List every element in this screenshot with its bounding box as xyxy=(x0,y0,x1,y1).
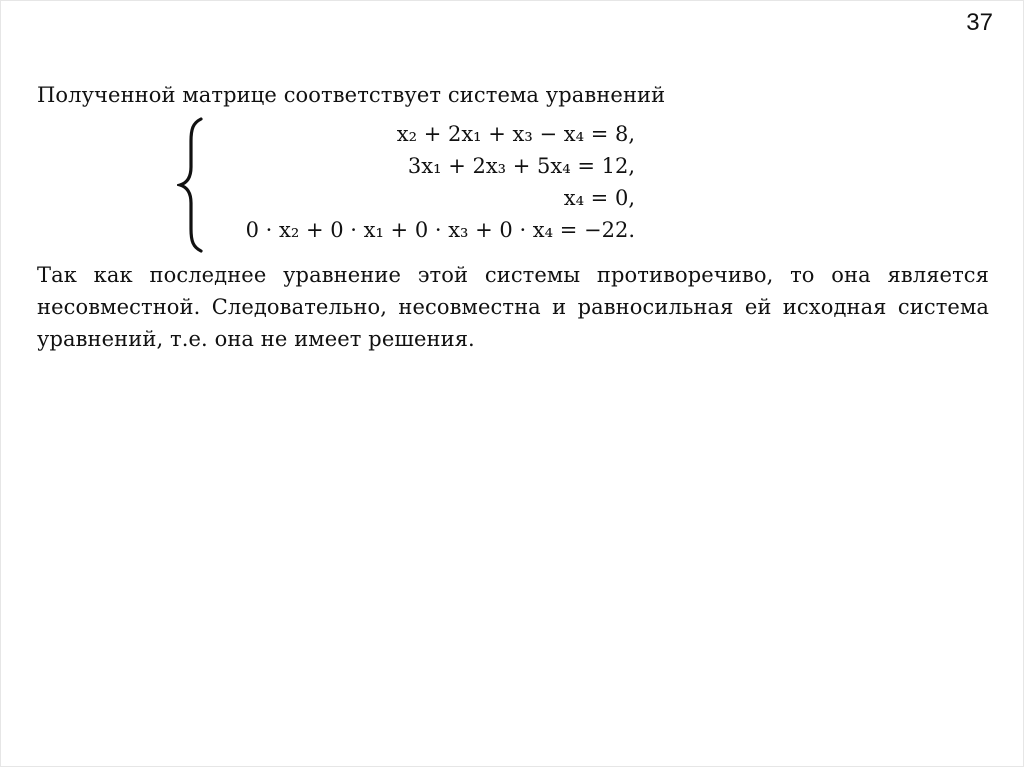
equation-1: x₂ + 2x₁ + x₃ − x₄ = 8, xyxy=(396,122,635,146)
intro-text: Полученной матрице соответствует система уравнений xyxy=(37,83,666,107)
equation-system xyxy=(177,117,647,253)
equation-3: x₄ = 0, xyxy=(563,186,635,210)
conclusion-text: Так как последнее уравнение этой системы противоречиво, то она является несовместной. Следовательно, несовместна и равносильная ей исходная система уравнений, т.е. она не имеет решения. xyxy=(37,263,989,351)
page-number: 37 xyxy=(966,9,993,36)
left-brace-icon xyxy=(177,117,207,253)
equation-4: 0 · x₂ + 0 · x₁ + 0 · x₃ + 0 · x₄ = −22. xyxy=(245,218,635,242)
equation-2: 3x₁ + 2x₃ + 5x₄ = 12, xyxy=(407,154,635,178)
